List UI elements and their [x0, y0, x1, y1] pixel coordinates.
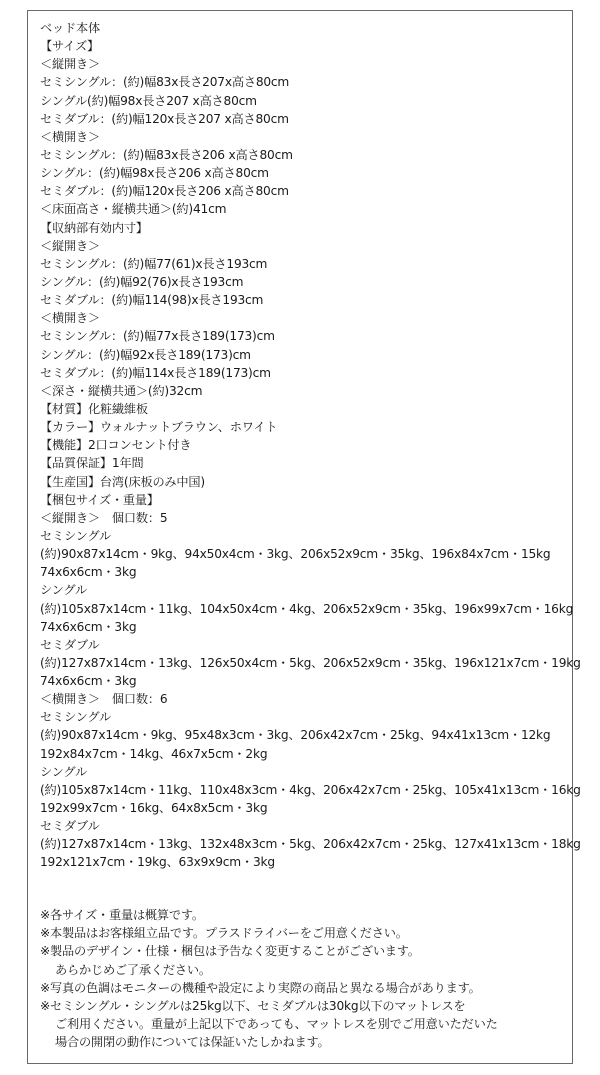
package-heading: 【梱包サイズ・重量】 — [40, 492, 159, 507]
note-photo-color: ※写真の色調はモニターの機種や設定により実際の商品と異なる場合があります。 — [40, 980, 481, 995]
function: 【機能】2口コンセント付き — [40, 438, 192, 453]
package-horizontal-heading: ＜横開き＞ 個口数：6 — [40, 692, 168, 707]
package-vertical-single-2: 74x6x6cm・3kg — [40, 619, 137, 634]
package-horizontal-semi-double-label: セミダブル — [40, 819, 100, 834]
size-vertical-heading: ＜縦開き＞ — [40, 57, 100, 72]
storage-horizontal-semi-single: セミシングル：(約)幅77x長さ189(173)cm — [40, 329, 275, 344]
storage-vertical-semi-single: セミシングル：(約)幅77(61)x長さ193cm — [40, 256, 268, 271]
package-horizontal-semi-single-label: セミシングル — [40, 710, 112, 725]
size-heading: 【サイズ】 — [40, 39, 99, 54]
storage-vertical-heading: ＜縦開き＞ — [40, 238, 100, 253]
storage-depth: ＜深さ・縦横共通＞(約)32cm — [40, 383, 203, 398]
package-vertical-semi-single-2: 74x6x6cm・3kg — [40, 565, 137, 580]
note-mattress-weight-cont-1: ご利用ください。重量が上記以下であっても、マットレスを別でご用意いただいた — [55, 1017, 498, 1032]
package-horizontal-semi-double-1: (約)127x87x14cm・13kg、132x48x3cm・5kg、206x42x7cm・25kg、127x41x13cm・18kg — [40, 837, 581, 852]
storage-horizontal-semi-double: セミダブル：(約)幅114x長さ189(173)cm — [40, 365, 271, 380]
storage-vertical-semi-double: セミダブル：(約)幅114(98)x長さ193cm — [40, 293, 264, 308]
package-horizontal-semi-single-1: (約)90x87x14cm・9kg、95x48x3cm・3kg、206x42x7cm・25kg、94x41x13cm・12kg — [40, 728, 551, 743]
note-mattress-weight-cont-2: 場合の開閉の動作については保証いたしかねます。 — [55, 1035, 330, 1050]
size-vertical-single: シングル(約)幅98x長さ207 x高さ80cm — [40, 93, 257, 108]
storage-heading: 【収納部有効内寸】 — [40, 220, 148, 235]
package-vertical-semi-single-label: セミシングル — [40, 528, 112, 543]
note-mattress-weight: ※セミシングル・シングルは25kg以下、セミダブルは30kg以下のマットレスを — [40, 998, 466, 1013]
note-spec-change: ※製品のデザイン・仕様・梱包は予告なく変更することがございます。 — [40, 944, 420, 959]
package-horizontal-single-label: シングル — [40, 764, 88, 779]
warranty: 【品質保証】1年間 — [40, 456, 144, 471]
package-horizontal-semi-single-2: 192x84x7cm・14kg、46x7x5cm・2kg — [40, 746, 268, 761]
spec-list — [40, 19, 581, 872]
note-spec-change-cont: あらかじめご了承ください。 — [55, 962, 211, 977]
size-vertical-semi-single: セミシングル：(約)幅83x長さ207x高さ80cm — [40, 75, 290, 90]
package-vertical-semi-single-1: (約)90x87x14cm・9kg、94x50x4cm・3kg、206x52x9cm・35kg、196x84x7cm・15kg — [40, 547, 551, 562]
origin: 【生産国】台湾(床板のみ中国) — [40, 474, 205, 489]
size-horizontal-heading: ＜横開き＞ — [40, 129, 100, 144]
color: 【カラー】ウォルナットブラウン、ホワイト — [40, 420, 278, 435]
package-vertical-single-1: (約)105x87x14cm・11kg、104x50x4cm・4kg、206x52x9cm・35kg、196x99x7cm・16kg — [40, 601, 574, 616]
section-title: ベッド本体 — [40, 21, 100, 35]
package-vertical-semi-double-2: 74x6x6cm・3kg — [40, 674, 137, 689]
size-horizontal-semi-double: セミダブル：(約)幅120x長さ206 x高さ80cm — [40, 184, 289, 199]
storage-vertical-single: シングル：(約)幅92(76)x長さ193cm — [40, 274, 244, 289]
material: 【材質】化粧繊維板 — [40, 401, 148, 416]
package-horizontal-single-2: 192x99x7cm・16kg、64x8x5cm・3kg — [40, 801, 268, 816]
note-approximate: ※各サイズ・重量は概算です。 — [40, 908, 204, 922]
floor-height: ＜床面高さ・縦横共通＞(約)41cm — [40, 202, 227, 217]
size-horizontal-semi-single: セミシングル：(約)幅83x長さ206 x高さ80cm — [40, 147, 293, 162]
package-vertical-semi-double-1: (約)127x87x14cm・13kg、126x50x4cm・5kg、206x52x9cm・35kg、196x121x7cm・19kg — [40, 655, 581, 670]
package-vertical-heading: ＜縦開き＞ 個口数：5 — [40, 510, 168, 525]
storage-horizontal-single: シングル：(約)幅92x長さ189(173)cm — [40, 347, 251, 362]
size-horizontal-single: シングル：(約)幅98x長さ206 x高さ80cm — [40, 166, 269, 181]
storage-horizontal-heading: ＜横開き＞ — [40, 311, 100, 326]
package-vertical-semi-double-label: セミダブル — [40, 637, 100, 652]
note-assembly: ※本製品はお客様組立品です。プラスドライバーをご用意ください。 — [40, 926, 408, 941]
package-horizontal-single-1: (約)105x87x14cm・11kg、110x48x3cm・4kg、206x42x7cm・25kg、105x41x13cm・16kg — [40, 782, 581, 797]
package-horizontal-semi-double-2: 192x121x7cm・19kg、63x9x9cm・3kg — [40, 855, 275, 870]
size-vertical-semi-double: セミダブル：(約)幅120x長さ207 x高さ80cm — [40, 111, 289, 126]
notes-list — [40, 906, 570, 1052]
package-vertical-single-label: シングル — [40, 583, 88, 598]
